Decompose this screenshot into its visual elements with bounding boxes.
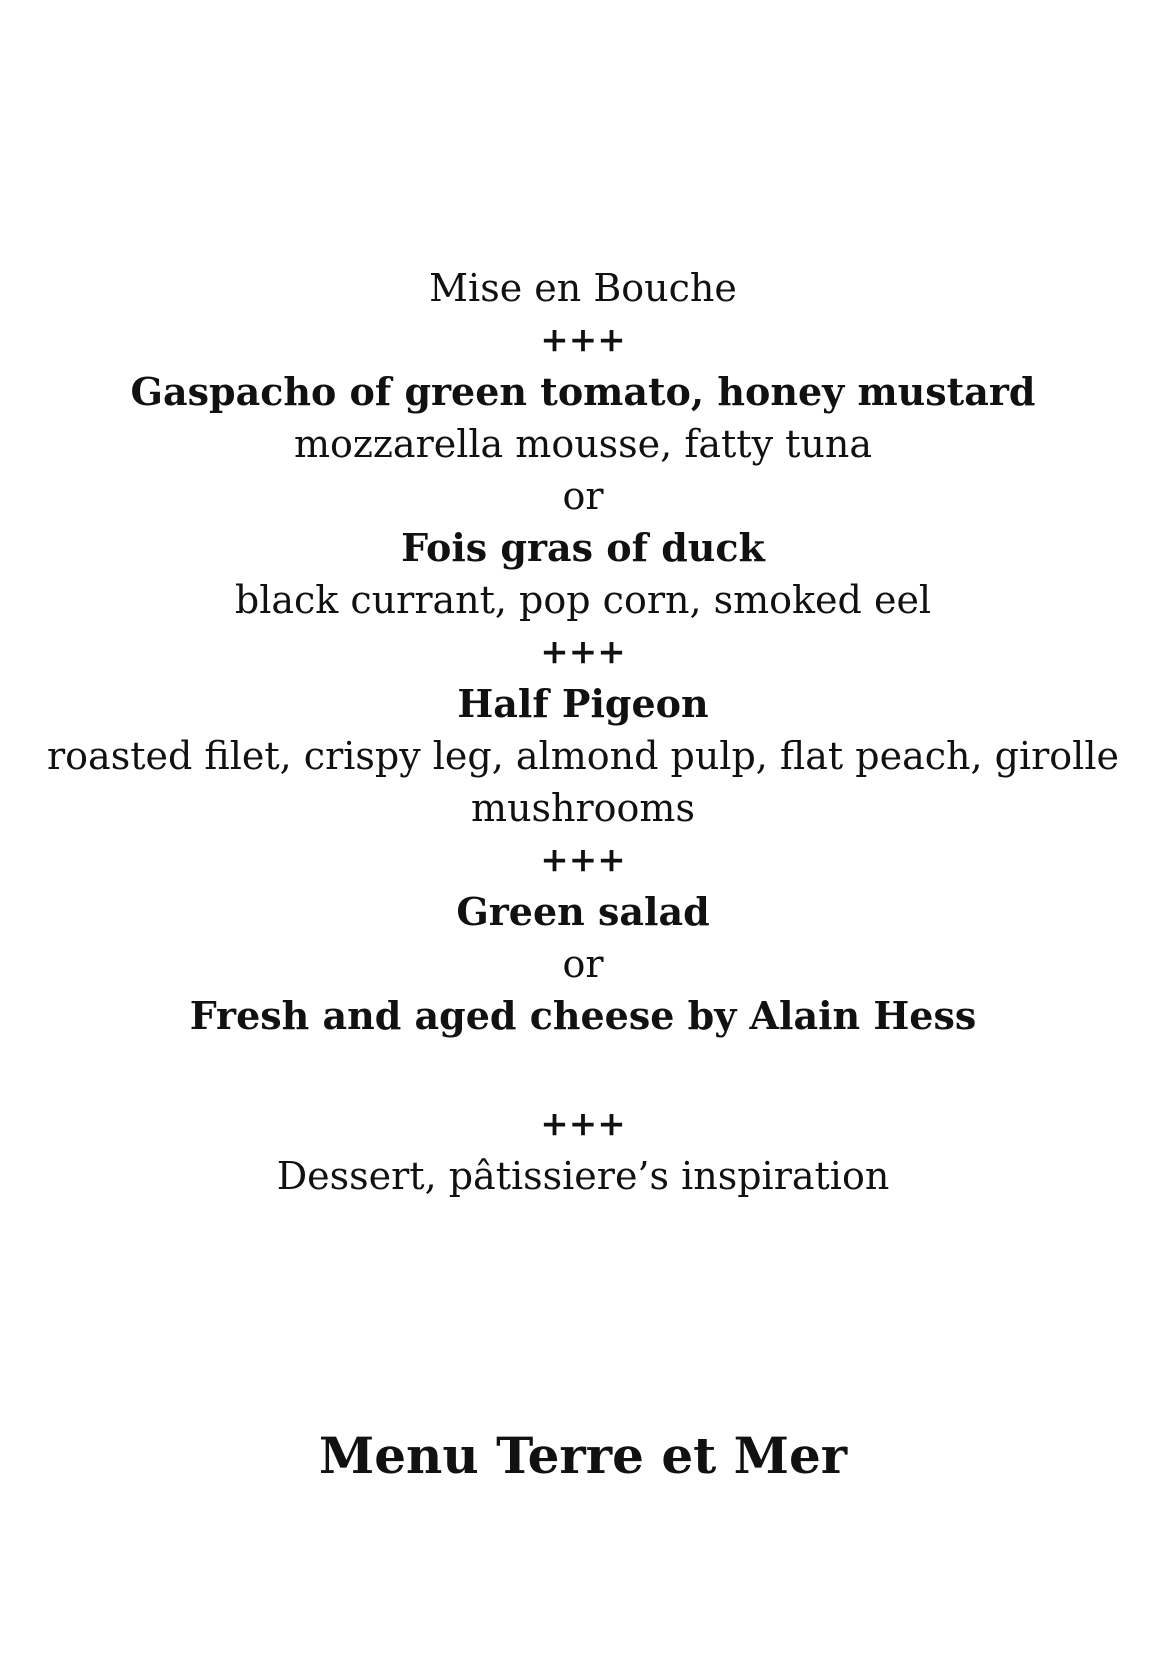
course-separator: +++ <box>540 632 626 672</box>
cheese-option-b-title: Fresh and aged cheese by Alain Hess <box>189 993 977 1038</box>
spacer <box>40 1042 1126 1098</box>
starter-option-b-title: Fois gras of duck <box>401 525 765 570</box>
menu-title: Menu Terre et Mer <box>318 1426 848 1485</box>
cheese-option-a-title: Green salad <box>456 889 710 934</box>
menu-courses <box>40 262 1126 1202</box>
or-divider: or <box>562 474 604 518</box>
course-separator: +++ <box>540 1104 626 1144</box>
starter-option-b-description: black currant, pop corn, smoked eel <box>234 578 932 622</box>
starter-option-a-title: Gaspacho of green tomato, honey mustard <box>130 369 1036 414</box>
main-course-title: Half Pigeon <box>457 681 709 726</box>
dessert-description: Dessert, pâtissiere’s inspiration <box>276 1154 890 1198</box>
or-divider: or <box>562 942 604 986</box>
starter-option-a-description: mozzarella mousse, fatty tuna <box>293 422 872 466</box>
course-mise-en-bouche: Mise en Bouche <box>429 266 737 310</box>
main-course-description-line2: mushrooms <box>471 786 695 830</box>
course-separator: +++ <box>540 320 626 360</box>
main-course-description-line1: roasted filet, crispy leg, almond pulp, flat peach, girolle <box>47 734 1119 778</box>
course-separator: +++ <box>540 840 626 880</box>
